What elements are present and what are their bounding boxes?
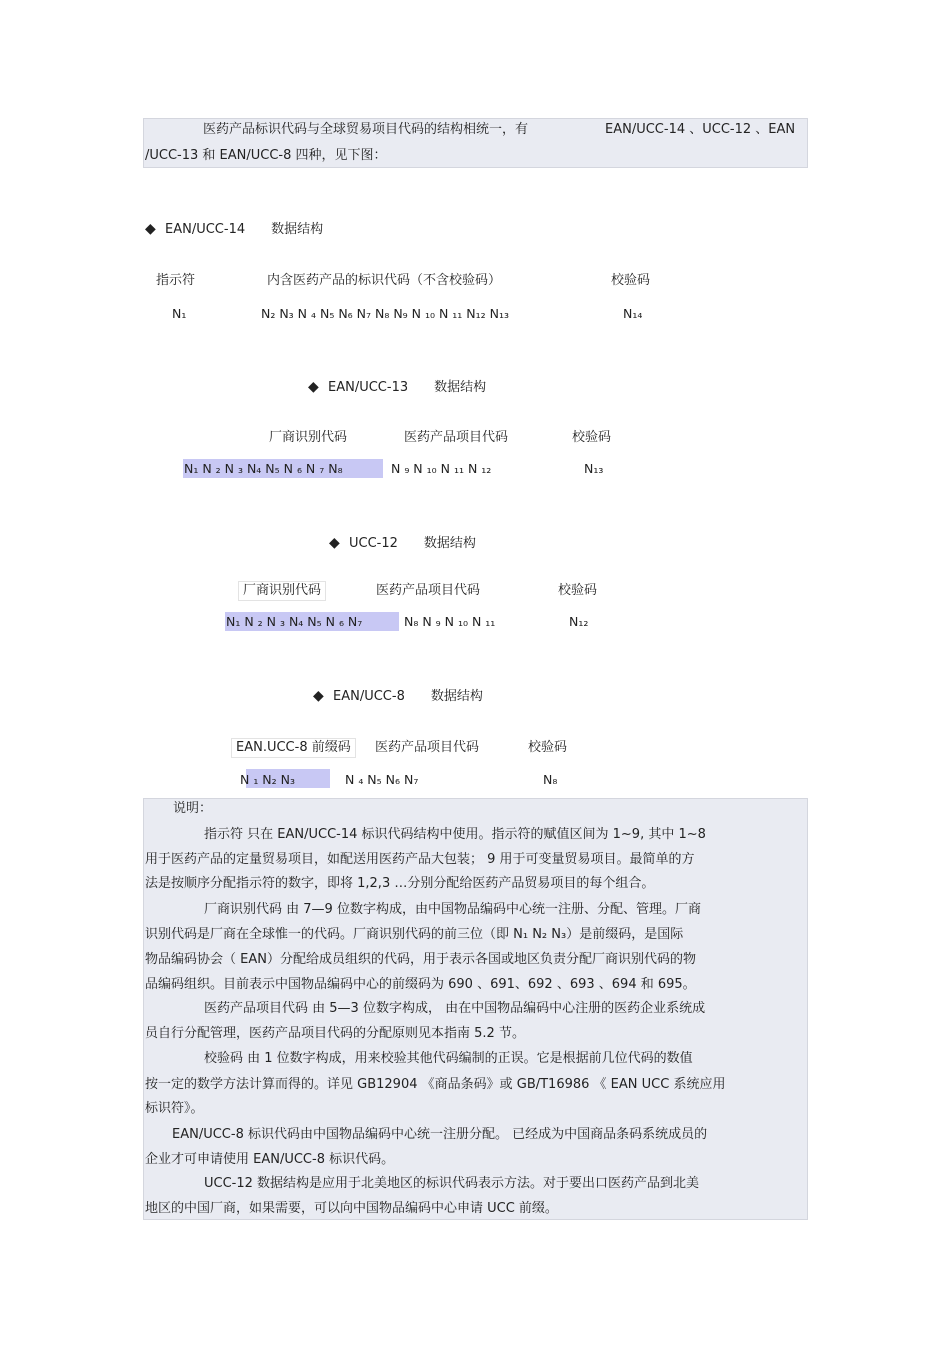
ucc12-code-check: N₁₂ bbox=[569, 614, 589, 629]
notes-line: 厂商识别代码 由 7—9 位数字构成，由中国物品编码中心统一注册、分配、管理。厂商 bbox=[204, 902, 701, 917]
ean14-code-check: N₁₄ bbox=[623, 306, 643, 321]
ean8-label-item: 医药产品项目代码 bbox=[375, 740, 480, 755]
notes-line: 物品编码协会（ EAN）分配给成员组织的代码，用于表示各国或地区负责分配厂商识别代码的物 bbox=[145, 952, 696, 967]
ean8-subtitle: 数据结构 bbox=[430, 689, 483, 704]
notes-line: 用于医药产品的定量贸易项目，如配送用医药产品大包装； 9 用于可变量贸易项目。最简单的方 bbox=[145, 852, 695, 867]
notes-line: 品编码组织。目前表示中国物品编码中心的前缀码为 690 、691、692 、693 、694 和 695。 bbox=[145, 977, 696, 992]
ean13-code-item: N ₉ N ₁₀ N ₁₁ N ₁₂ bbox=[391, 461, 492, 476]
ean13-label-item: 医药产品项目代码 bbox=[404, 430, 509, 445]
intro-line2: /UCC-13 和 EAN/UCC-8 四种，见下图： bbox=[145, 148, 387, 163]
ean14-code-indicator: N₁ bbox=[172, 306, 187, 321]
notes-line: 校验码 由 1 位数字构成，用来校验其他代码编制的正误。它是根据前几位代码的数值 bbox=[204, 1051, 693, 1066]
ean8-title: EAN/UCC-8 bbox=[333, 689, 405, 704]
intro-line1-a: 医药产品标识代码与全球贸易项目代码的结构相统一，有 bbox=[203, 122, 529, 137]
ean14-subtitle: 数据结构 bbox=[271, 222, 324, 237]
notes-line: 企业才可申请使用 EAN/UCC-8 标识代码。 bbox=[145, 1152, 395, 1167]
notes-line: 地区的中国厂商，如果需要，可以向中国物品编码中心申请 UCC 前缀。 bbox=[145, 1201, 558, 1216]
ean8-code-prefix: N ₁ N₂ N₃ bbox=[240, 772, 296, 787]
notes-line: 标识符》。 bbox=[145, 1101, 204, 1116]
ean13-title: EAN/UCC-13 bbox=[328, 380, 409, 395]
ean14-title: EAN/UCC-14 bbox=[165, 222, 246, 237]
diamond-bullet-icon: ◆ bbox=[313, 688, 324, 704]
ean13-subtitle: 数据结构 bbox=[434, 380, 487, 395]
ucc12-code-item: N₈ N ₉ N ₁₀ N ₁₁ bbox=[404, 614, 496, 629]
intro-line1-b: EAN/UCC-14 、UCC-12 、EAN bbox=[605, 122, 796, 137]
ean8-heading bbox=[313, 688, 483, 705]
ean13-label-check: 校验码 bbox=[572, 430, 612, 445]
notes-line: 识别代码是厂商在全球惟一的代码。厂商识别代码的前三位（即 N₁ N₂ N₃）是前缀码，是国际 bbox=[145, 927, 684, 942]
notes-line: EAN/UCC-8 标识代码由中国物品编码中心统一注册分配。 已经成为中国商品条码系统成员的 bbox=[172, 1127, 708, 1142]
ean13-label-company: 厂商识别代码 bbox=[269, 430, 348, 445]
ean13-heading bbox=[308, 379, 486, 396]
ucc12-subtitle: 数据结构 bbox=[423, 536, 476, 551]
ean14-code-contained: N₂ N₃ N ₄ N₅ N₆ N₇ N₈ N₉ N ₁₀ N ₁₁ N₁₂ N₁₃ bbox=[261, 306, 510, 321]
ean8-label-prefix bbox=[231, 740, 356, 756]
notes-heading: 说明： bbox=[173, 801, 213, 816]
ucc12-heading bbox=[329, 535, 476, 552]
notes-line: 法是按顺序分配指示符的数字，即将 1,2,3 …分别分配给医药产品贸易项目的每个组合。 bbox=[145, 876, 655, 891]
ucc12-label-company-text: 厂商识别代码 bbox=[238, 581, 326, 601]
ean13-code-company: N₁ N ₂ N ₃ N₄ N₅ N ₆ N ₇ N₈ bbox=[184, 461, 343, 476]
ucc12-label-company bbox=[238, 583, 326, 599]
ean8-label-check: 校验码 bbox=[528, 740, 568, 755]
ucc12-title: UCC-12 bbox=[349, 536, 398, 551]
ucc12-code-company: N₁ N ₂ N ₃ N₄ N₅ N ₆ N₇ bbox=[226, 614, 363, 629]
notes-line: 指示符 只在 EAN/UCC-14 标识代码结构中使用。指示符的赋值区间为 1~9, 其中 1~8 bbox=[204, 827, 706, 842]
ean13-code-check: N₁₃ bbox=[584, 461, 604, 476]
ean14-heading bbox=[145, 221, 323, 238]
notes-line: 按一定的数学方法计算而得的。详见 GB12904 《商品条码》或 GB/T16986 《 EAN UCC 系统应用 bbox=[145, 1077, 726, 1092]
notes-line: 员自行分配管理，医药产品项目代码的分配原则见本指南 5.2 节。 bbox=[145, 1026, 525, 1041]
diamond-bullet-icon: ◆ bbox=[145, 221, 156, 237]
ean8-code-item: N ₄ N₅ N₆ N₇ bbox=[345, 772, 419, 787]
diamond-bullet-icon: ◆ bbox=[308, 379, 319, 395]
notes-line: UCC-12 数据结构是应用于北美地区的标识代码表示方法。对于要出口医药产品到北美 bbox=[204, 1176, 700, 1191]
ean14-label-contained-code: 内含医药产品的标识代码（不含校验码） bbox=[267, 273, 502, 288]
ean8-label-prefix-text: EAN.UCC-8 前缀码 bbox=[231, 738, 356, 758]
ucc12-label-item: 医药产品项目代码 bbox=[376, 583, 481, 598]
ucc12-label-check: 校验码 bbox=[558, 583, 598, 598]
diamond-bullet-icon: ◆ bbox=[329, 535, 340, 551]
ean8-code-check: N₈ bbox=[543, 772, 558, 787]
ean14-label-check: 校验码 bbox=[611, 273, 651, 288]
notes-line: 医药产品项目代码 由 5—3 位数字构成， 由在中国物品编码中心注册的医药企业系统成 bbox=[204, 1001, 706, 1016]
ean14-label-indicator: 指示符 bbox=[156, 273, 196, 288]
